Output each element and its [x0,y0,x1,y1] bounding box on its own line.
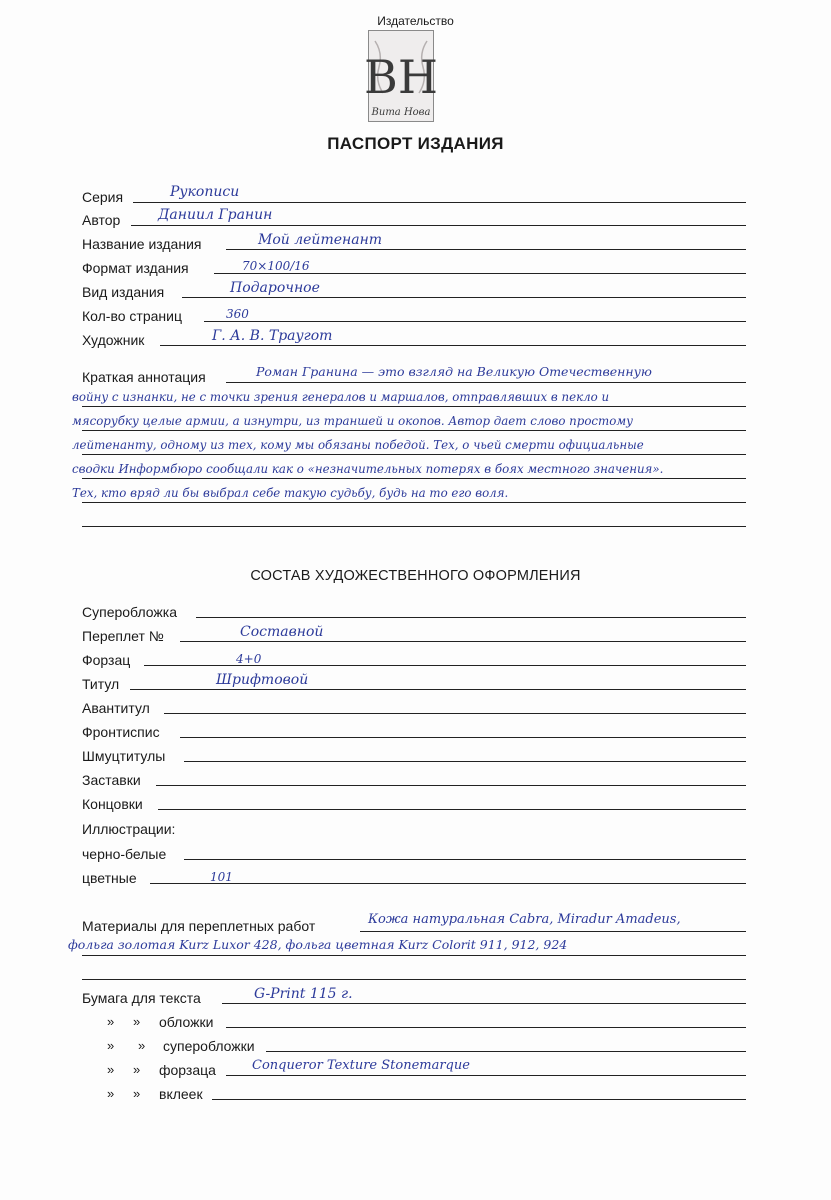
annotation-text-6: Тех, кто вряд ли бы выбрал себе такую судьбу, будь на то его воля. [72,486,509,500]
ditto-mark: » [107,1062,115,1077]
ditto-mark: » [133,1062,141,1077]
artist-line [160,345,746,346]
paper-cover-label: обложки [159,1014,214,1030]
tailpieces-line [158,809,746,810]
tailpieces-label: Концовки [82,796,143,812]
binding-label: Переплет № [82,628,164,644]
annotation-text-5: сводки Информбюро сообщали как о «незначительных потерях в боях местного значения». [72,462,664,476]
paper-dust-jacket-label: суперобложки [163,1038,255,1054]
paper-endpaper-label: форзаца [159,1062,216,1078]
paper-text-label: Бумага для текста [82,990,201,1006]
publisher-logo [364,30,438,122]
materials-line-3 [82,979,746,980]
headpieces-line [156,785,746,786]
section-titles-line [184,761,746,762]
materials-text-1: Кожа натуральная Cabra, Miradur Amadeus, [368,912,681,927]
paper-inserts-line [212,1099,746,1100]
frontispiece-label: Фронтиспис [82,724,160,740]
endpaper-value: 4+0 [236,652,262,666]
author-label: Автор [82,212,121,228]
color-label: цветные [82,870,137,886]
materials-line-2 [82,955,746,956]
series-label: Серия [82,189,124,205]
annotation-text-1: Роман Гранина — это взгляд на Великую Отечественную [256,364,652,379]
annotation-label: Краткая аннотация [82,369,206,385]
series-line [133,202,746,203]
logo-name: Вита Нова [371,107,431,118]
annotation-line-4 [82,454,746,455]
paper-inserts-label: вклеек [159,1086,203,1102]
design-section-title: СОСТАВ ХУДОЖЕСТВЕННОГО ОФОРМЛЕНИЯ [250,568,581,584]
series-value: Рукописи [170,184,240,200]
logo-monogram: ВН [364,50,438,104]
edition-name-value: Мой лейтенант [258,232,383,248]
binding-line [180,641,746,642]
format-value: 70×100/16 [242,259,310,273]
paper-cover-line [226,1027,746,1028]
annotation-line-6 [82,502,746,503]
format-label: Формат издания [82,260,189,276]
endpaper-line [144,665,746,666]
artist-label: Художник [82,332,145,348]
bw-line [184,859,746,860]
endpaper-label: Форзац [82,652,131,668]
annotation-text-3: мясорубку целые армии, а изнутри, из траншей и окопов. Автор дает слово простому [72,414,633,428]
pages-label: Кол-во страниц [82,308,182,324]
ditto-mark: » [133,1086,141,1101]
paper-text-line [222,1003,746,1004]
pages-line [204,321,746,322]
bw-label: черно-белые [82,846,167,862]
edition-name-label: Название издания [82,236,202,252]
paper-text-value: G-Print 115 г. [254,986,353,1002]
annotation-text-2: войну с изнанки, не с точки зрения генералов и маршалов, отправлявших в пекло и [72,390,610,404]
ditto-mark: » [133,1014,141,1029]
ditto-mark: » [107,1086,115,1101]
illustrations-label: Иллюстрации: [82,821,176,837]
paper-dust-jacket-line [266,1051,746,1052]
title-page-label: Титул [82,676,120,692]
materials-line-1 [360,931,746,932]
headpieces-label: Заставки [82,772,141,788]
materials-text-2: фольга золотая Kurz Luxor 428, фольга цветная Kurz Colorit 911, 912, 924 [68,937,568,952]
annotation-text-4: лейтенанту, одному из тех, кому мы обязаны победой. Тех, о чьей смерти официальные [72,438,644,452]
half-title-line [164,713,746,714]
paper-endpaper-line [226,1075,746,1076]
edition-type-label: Вид издания [82,284,165,300]
edition-type-value: Подарочное [230,280,320,296]
edition-type-line [182,297,746,298]
half-title-label: Авантитул [82,700,150,716]
annotation-line-2 [82,406,746,407]
annotation-line-7 [82,526,746,527]
ditto-mark: » [107,1014,115,1029]
page-title: ПАСПОРТ ИЗДАНИЯ [327,134,504,153]
color-value: 101 [210,870,233,884]
frontispiece-line [180,737,746,738]
ditto-mark: » [138,1038,146,1053]
dust-jacket-line [196,617,746,618]
annotation-line-1 [226,382,746,383]
color-line [150,883,746,884]
title-page-value: Шрифтовой [216,672,309,688]
dust-jacket-label: Суперобложка [82,604,177,620]
publisher-caption: Издательство [377,14,454,28]
section-titles-label: Шмуцтитулы [82,748,166,764]
annotation-line-5 [82,478,746,479]
author-value: Даниил Гранин [158,207,273,223]
materials-label: Материалы для переплетных работ [82,918,316,934]
paper-endpaper-value: Conqueror Texture Stonemarque [252,1058,470,1073]
binding-value: Составной [240,624,324,640]
edition-name-line [226,249,746,250]
author-line [131,225,746,226]
annotation-line-3 [82,430,746,431]
title-page-line [130,689,746,690]
pages-value: 360 [226,307,249,321]
ditto-mark: » [107,1038,115,1053]
artist-value: Г. А. В. Траугот [212,328,333,344]
